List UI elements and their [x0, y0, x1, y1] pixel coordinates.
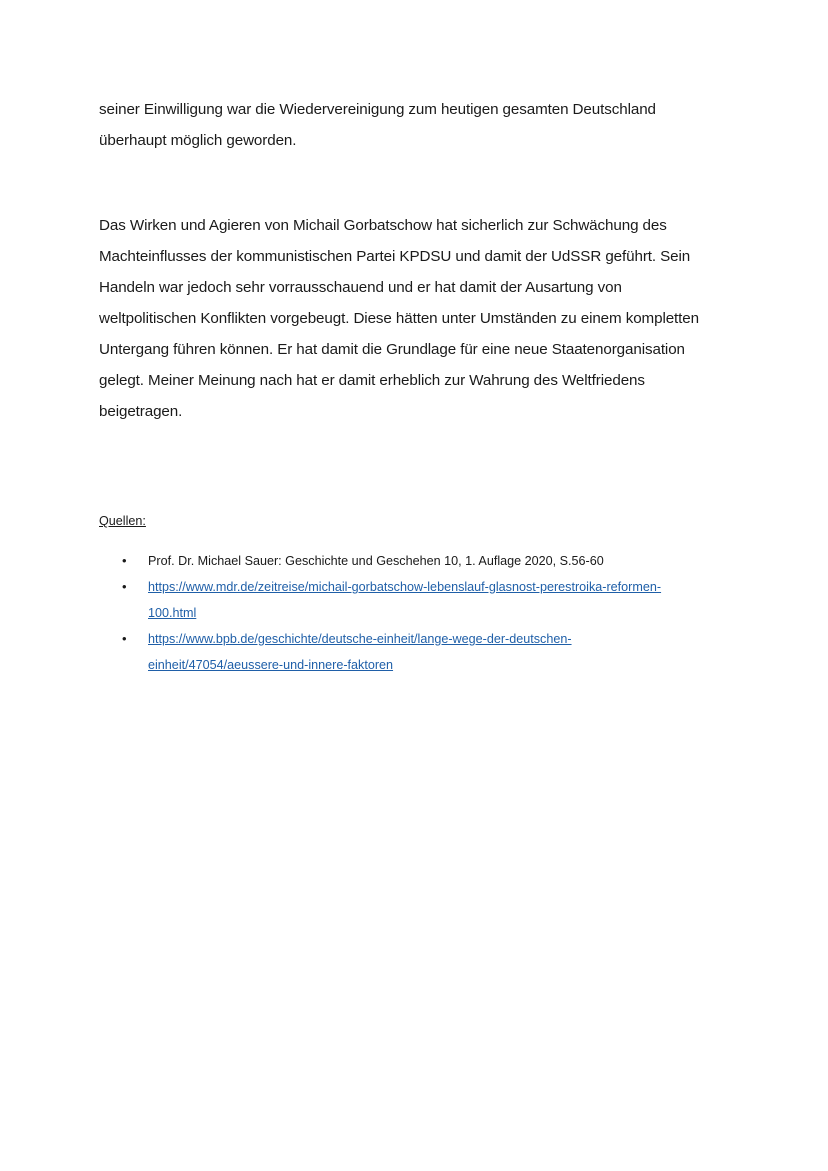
bullet-icon: •	[122, 579, 127, 594]
sources-list	[99, 548, 739, 678]
source-item-book	[99, 548, 739, 574]
text-line: Machteinflusses der kommunistischen Partei KPDSU und damit der UdSSR geführt. Sein	[99, 248, 691, 265]
paragraph-2	[99, 210, 739, 427]
text-line: Handeln war jedoch sehr vorrausschauend und er hat damit der Ausartung von	[99, 279, 622, 296]
bullet-icon: •	[122, 631, 127, 646]
text-line: überhaupt möglich geworden.	[99, 132, 297, 149]
paragraph-1	[99, 94, 739, 156]
source-item-mdr	[99, 574, 739, 626]
source-link-mdr[interactable]: https://www.mdr.de/zeitreise/michail-gorbatschow-lebenslauf-glasnost-perestroika-reformen-	[148, 580, 662, 594]
text-line: Untergang führen können. Er hat damit die Grundlage für eine neue Staatenorganisation	[99, 341, 685, 358]
sources-heading: Quellen:	[99, 514, 146, 528]
source-item-bpb	[99, 626, 739, 678]
text-line: gelegt. Meiner Meinung nach hat er damit erheblich zur Wahrung des Weltfriedens	[99, 372, 645, 389]
text-line: seiner Einwilligung war die Wiedervereinigung zum heutigen gesamten Deutschland	[99, 101, 656, 118]
text-line: Das Wirken und Agieren von Michail Gorbatschow hat sicherlich zur Schwächung des	[99, 217, 667, 234]
source-link-mdr-continued[interactable]: 100.html	[148, 606, 197, 620]
bullet-icon: •	[122, 553, 127, 568]
text-line: weltpolitischen Konflikten vorgebeugt. Diese hätten unter Umständen zu einem kompletten	[99, 310, 699, 327]
text-line: beigetragen.	[99, 403, 183, 420]
sources-section	[99, 508, 739, 678]
source-link-bpb-continued[interactable]: einheit/47054/aeussere-und-innere-faktoren	[148, 658, 394, 672]
source-link-bpb[interactable]: https://www.bpb.de/geschichte/deutsche-einheit/lange-wege-der-deutschen-	[148, 632, 572, 646]
source-text: Prof. Dr. Michael Sauer: Geschichte und Geschehen 10, 1. Auflage 2020, S.56-60	[148, 554, 604, 568]
